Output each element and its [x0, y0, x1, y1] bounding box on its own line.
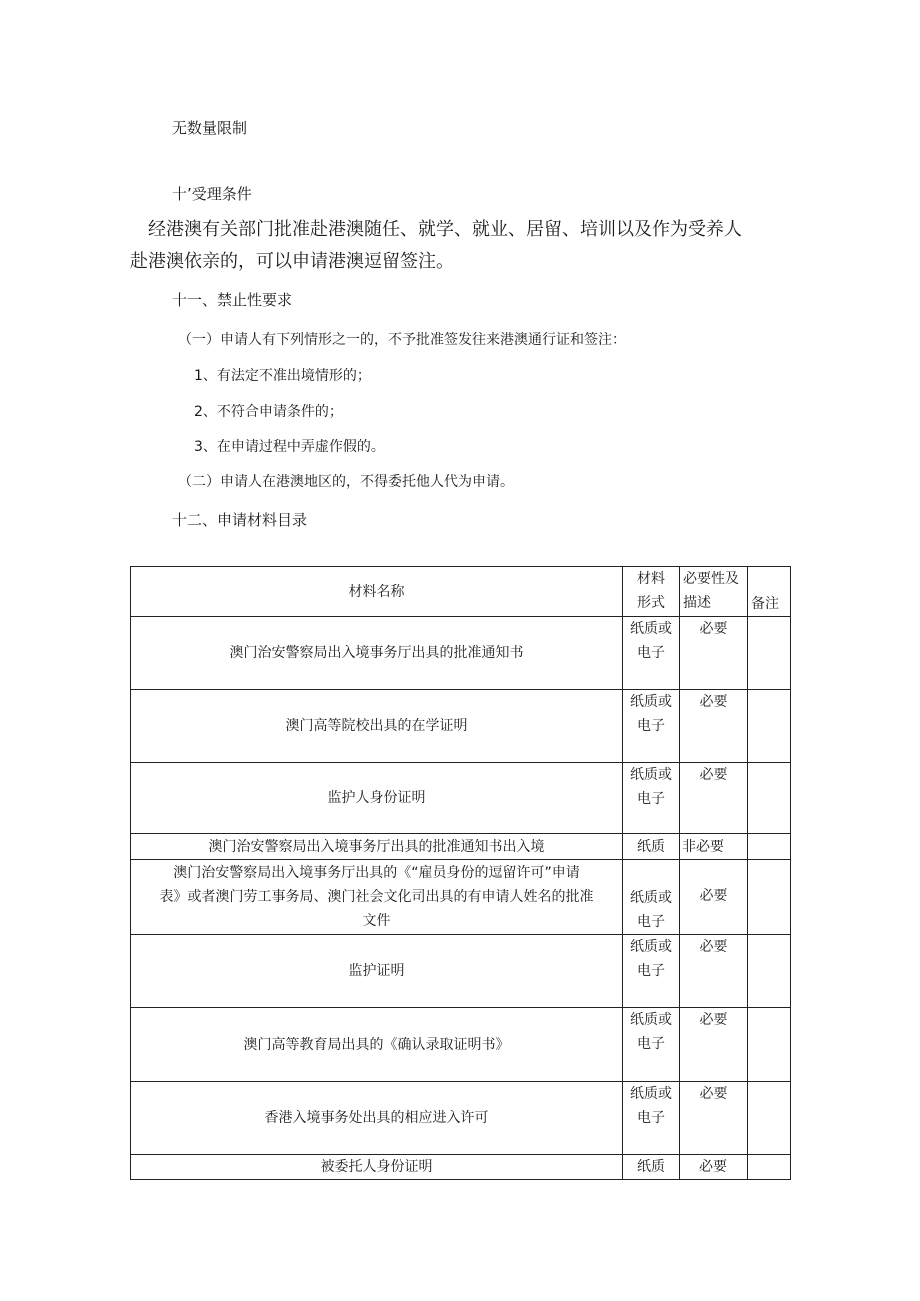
row-note: [748, 935, 791, 1008]
row-required: 必要: [680, 1155, 748, 1180]
row-note: [748, 763, 791, 834]
table-row: [131, 617, 791, 690]
table-row: [131, 1155, 791, 1180]
row-name-line-2: 表》或者澳门劳工事务局、澳门社会文化司出具的有申请人姓名的批准: [159, 889, 594, 905]
row-name: 澳门高等教育局出具的《确认录取证明书》: [131, 1008, 623, 1082]
prohibition-sub-2: 2、不符合申请条件的；: [194, 404, 343, 420]
row-name: 监护人身份证明: [131, 763, 623, 834]
row-form-line-1: 纸质或: [630, 890, 672, 906]
row-form-line-2: 电子: [637, 914, 665, 930]
table-row: [131, 860, 791, 935]
table-row: [131, 1082, 791, 1155]
header-required-line-1: 必要性及: [683, 571, 739, 587]
row-required: 必要: [680, 935, 748, 1008]
row-form: [623, 935, 680, 1008]
row-form-line-2: 电子: [637, 791, 665, 807]
row-form: [623, 690, 680, 763]
row-form-line-1: 纸质或: [630, 621, 672, 637]
row-note: [748, 834, 791, 860]
table-row: [131, 1008, 791, 1082]
row-form-line-1: 纸质或: [630, 939, 672, 955]
row-note: [748, 617, 791, 690]
row-form-line-1: 纸质或: [630, 767, 672, 783]
row-name: 澳门治安警察局出入境事务厅出具的批准通知书出入境: [131, 834, 623, 860]
row-note: [748, 1082, 791, 1155]
row-required: 必要: [680, 1008, 748, 1082]
acceptance-line-1: 经港澳有关部门批准赴港澳随任、就学、就业、居留、培训以及作为受养人: [148, 219, 742, 240]
table-row: [131, 935, 791, 1008]
row-note: [748, 690, 791, 763]
row-form: [623, 1008, 680, 1082]
prohibition-heading: 十一、禁止性要求: [172, 291, 293, 309]
quantity-limit-text: 无数量限制: [172, 119, 248, 137]
row-name: 被委托人身份证明: [131, 1155, 623, 1180]
prohibition-sub-1: 1、有法定不准出境情形的；: [194, 368, 371, 384]
header-form-line-1: 材料: [637, 571, 665, 587]
table-row: [131, 763, 791, 834]
materials-table: [130, 566, 791, 1180]
acceptance-line-2: 赴港澳依亲的，可以申请港澳逗留签注。: [130, 251, 454, 272]
row-required: 必要: [680, 763, 748, 834]
header-form: [623, 567, 680, 617]
row-form-line-2: 电子: [637, 718, 665, 734]
materials-heading: 十二、申请材料目录: [172, 511, 308, 529]
row-note: [748, 860, 791, 935]
row-form-line-1: 纸质或: [630, 1086, 672, 1102]
row-form-line-1: 纸质或: [630, 1012, 672, 1028]
row-form-line-2: 电子: [637, 1110, 665, 1126]
row-form: [623, 1082, 680, 1155]
row-required: 必要: [680, 617, 748, 690]
row-form: [623, 860, 680, 935]
row-note: [748, 1155, 791, 1180]
row-required: 必要: [680, 860, 748, 935]
table-header-row: [131, 567, 791, 617]
row-required: 非必要: [680, 834, 748, 860]
row-form: [623, 617, 680, 690]
header-required-line-2: 描述: [683, 595, 711, 611]
row-name: 澳门高等院校出具的在学证明: [131, 690, 623, 763]
row-name: 监护证明: [131, 935, 623, 1008]
row-name-line-3: 文件: [362, 913, 391, 929]
row-note: [748, 1008, 791, 1082]
row-form-line-1: 纸质或: [630, 694, 672, 710]
row-name: [131, 860, 623, 935]
row-name-line-1: 澳门治安警察局出入境事务厅出具的《“雇员身份的逗留许可”申请: [173, 865, 580, 881]
acceptance-paragraph: [130, 214, 810, 278]
table-row: [131, 834, 791, 860]
row-form-line-2: 电子: [637, 963, 665, 979]
prohibition-item-2: （二）申请人在港澳地区的，不得委托他人代为申请。: [178, 474, 514, 490]
row-required: 必要: [680, 690, 748, 763]
row-form: 纸质: [623, 834, 680, 860]
acceptance-heading: 十’受理条件: [172, 185, 252, 203]
table-row: [131, 690, 791, 763]
row-form: [623, 763, 680, 834]
row-form: 纸质: [623, 1155, 680, 1180]
row-form-line-2: 电子: [637, 645, 665, 661]
header-form-line-2: 形式: [637, 595, 665, 611]
row-name: 澳门治安警察局出入境事务厅出具的批准通知书: [131, 617, 623, 690]
header-note: 备注: [748, 567, 791, 617]
prohibition-sub-3: 3、在申请过程中弄虚作假的。: [194, 439, 385, 455]
header-name: 材料名称: [131, 567, 623, 617]
header-required: [680, 567, 748, 617]
row-form-line-2: 电子: [637, 1036, 665, 1052]
row-required: 必要: [680, 1082, 748, 1155]
prohibition-item-1: （一）申请人有下列情形之一的，不予批准签发往来港澳通行证和签注：: [178, 332, 626, 348]
row-name: 香港入境事务处出具的相应进入许可: [131, 1082, 623, 1155]
